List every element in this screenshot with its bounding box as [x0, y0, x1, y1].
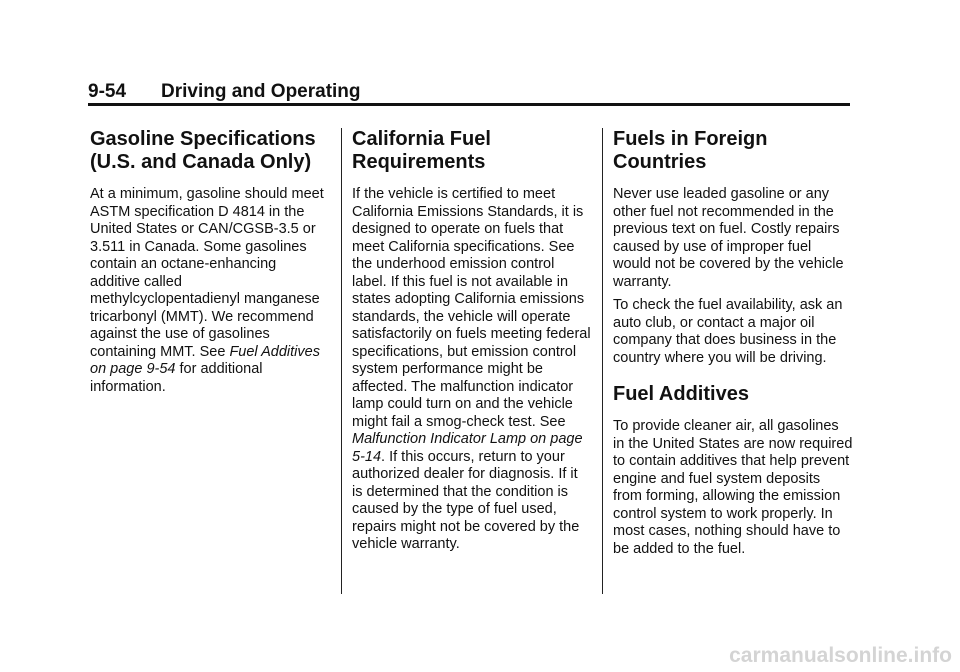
body-text: for additional information.: [90, 361, 263, 395]
paragraph-fuel-additives: To provide cleaner air, all gasolines in the United States are now required to contain additives that help prevent engine and fuel system deposits from forming, allowing the emission control system to work properly. In most cases, nothing should have to be added to the fuel.: [613, 418, 853, 557]
column-divider: [602, 128, 603, 594]
column-gasoline-specifications: [90, 128, 330, 396]
heading-gasoline-specifications: [90, 128, 330, 174]
column-divider: [341, 128, 342, 594]
heading-line: Countries: [613, 151, 707, 173]
paragraph-foreign-fuels-1: Never use leaded gasoline or any other fuel not recommended in the previous text on fuel. Costly repairs caused by use of improper fuel would not be covered by the vehicle warranty.: [613, 186, 844, 290]
heading-fuel-additives: Fuel Additives: [613, 383, 749, 405]
heading-line: Requirements: [352, 151, 486, 173]
watermark: carmanualsonline.info: [729, 644, 952, 667]
paragraph-foreign-fuels-2: To check the fuel availability, ask an auto club, or contact a major oil company that does business in the country where you will be driving.: [613, 297, 843, 366]
heading-line: Fuels in Foreign: [613, 128, 768, 150]
page-number: 9-54: [88, 81, 127, 102]
cross-reference-link[interactable]: Malfunction Indicator Lamp on page 5-14: [352, 431, 583, 465]
section-title: Driving and Operating: [161, 81, 361, 102]
heading-line: California Fuel: [352, 128, 491, 150]
column-california-fuel: [352, 128, 592, 554]
header-rule: [88, 103, 850, 106]
heading-line: Gasoline Specifications: [90, 128, 316, 150]
body-text: . If this occurs, return to your authorized dealer for diagnosis. If it is determined that the condition is caused by the type of fuel used, repairs might not be covered by the vehicle warranty.: [352, 448, 580, 552]
body-text: If the vehicle is certified to meet California Emissions Standards, it is designed to operate on fuels that meet California specifications. See the underhood emission control label. If this fuel is not available in states adopting California emissions standards, the vehicle will operate satisfactorily on fuels meeting federal specifications, but emission control system performance might be affected. The malfunction indicator lamp could turn on and the vehicle might fail a smog-check test. See: [352, 186, 591, 430]
column-foreign-fuels: [613, 128, 853, 558]
heading-line: (U.S. and Canada Only): [90, 151, 312, 173]
heading-california-fuel: [352, 128, 592, 174]
page-header: [88, 80, 850, 104]
paragraph-california-fuel: [352, 186, 592, 554]
paragraph-gasoline-specs: [90, 186, 330, 396]
cross-reference-link[interactable]: Fuel Additives on page 9-54: [90, 343, 320, 377]
heading-fuels-in-foreign-countries: [613, 128, 853, 174]
body-text: At a minimum, gasoline should meet ASTM specification D 4814 in the United States or CAN/CGSB-3.5 or 3.511 in Canada. Some gasolines contain an octane-enhancing additive called methylcyclopentadienyl manganese tricarbonyl (MMT). We recommend against the use of gasolines containing MMT. See: [90, 186, 324, 360]
